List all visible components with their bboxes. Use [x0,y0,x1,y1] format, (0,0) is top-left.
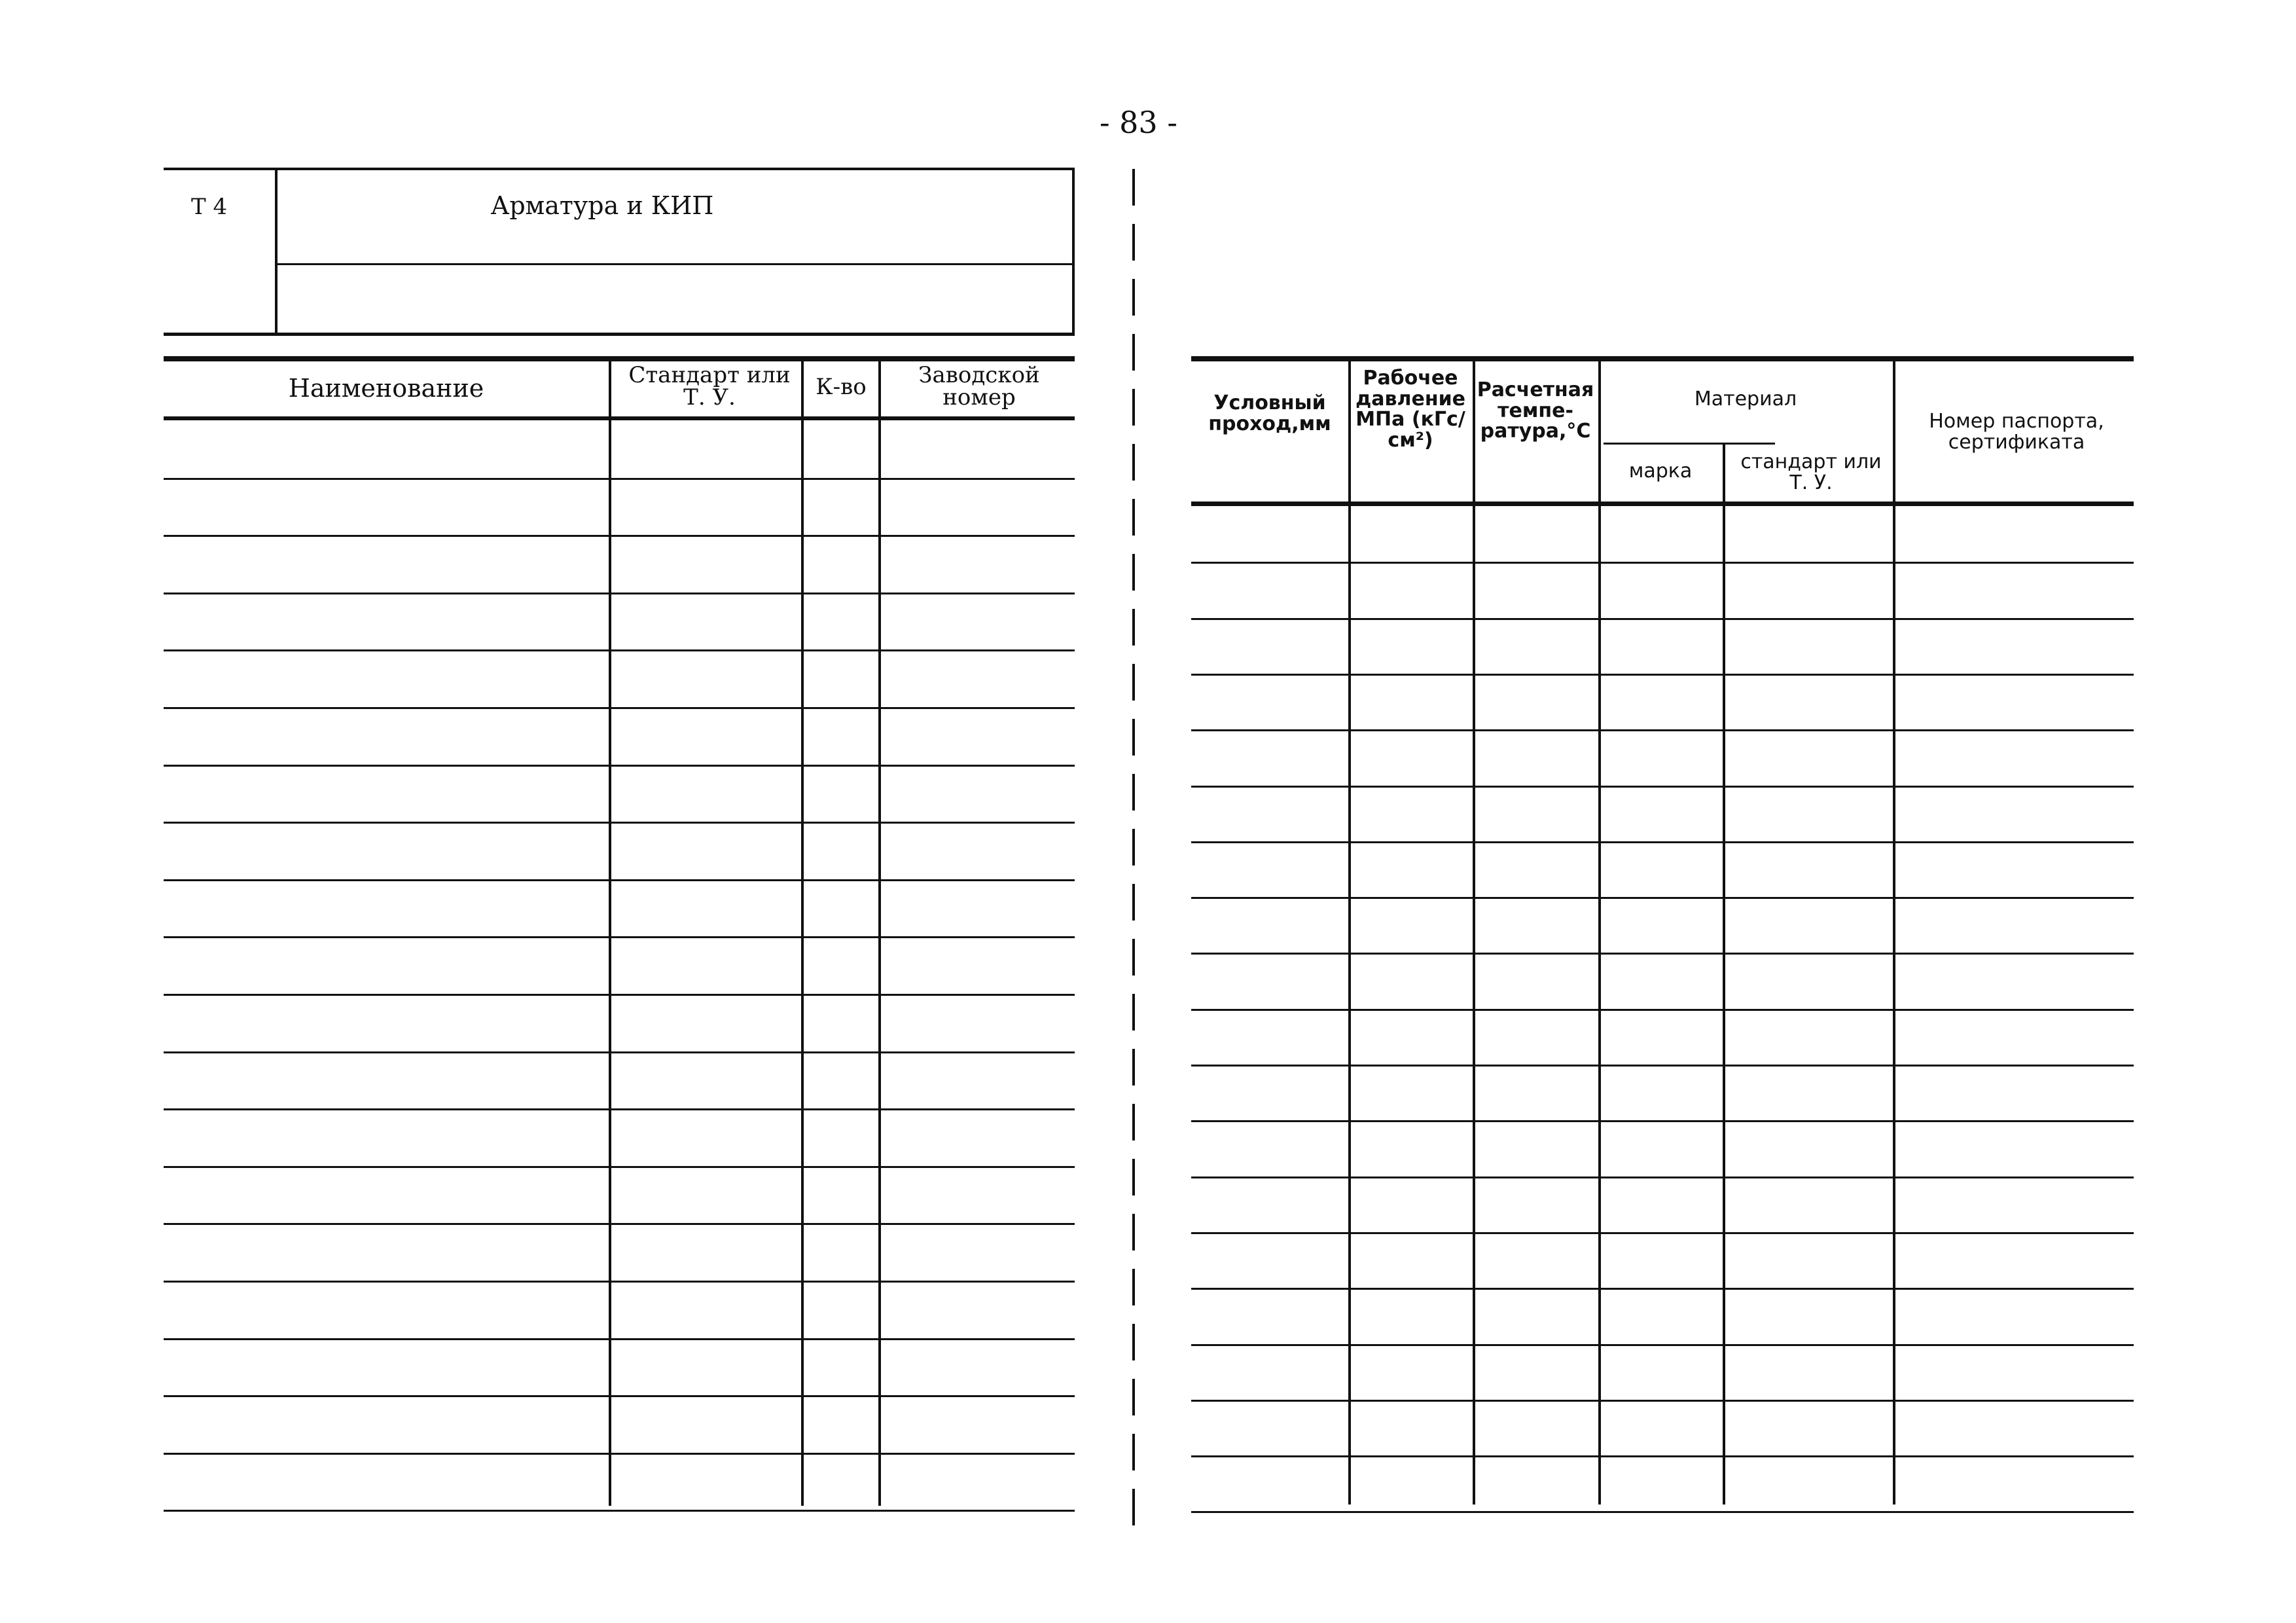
table-row [1191,1344,2134,1346]
divider-segment [1132,1379,1135,1415]
table-row [164,765,1075,767]
table-row [164,535,1075,537]
divider-segment [1132,664,1135,701]
table-row [164,593,1075,594]
divider-segment [1132,1104,1135,1140]
table-row [1191,1455,2134,1457]
table-row [1191,1009,2134,1011]
divider-segment [1132,1214,1135,1250]
table-row [164,1395,1075,1397]
table-row [1191,786,2134,788]
section-code: Т 4 [191,194,228,220]
column-header-serial-number: Заводской номер [918,362,1040,410]
table-row [164,707,1075,709]
table-row [164,478,1075,480]
table-row [1191,674,2134,676]
column-header-working-pressure: Рабочее давление МПа (кГс/см²) [1355,367,1465,452]
table-row [1191,841,2134,843]
divider-segment [1132,279,1135,316]
table-row [1191,953,2134,955]
table-row [164,1510,1075,1512]
column-header-name: Наименование [288,374,484,403]
column-header-quantity: К-во [816,374,867,400]
divider-segment [1132,609,1135,646]
table-row [1191,1400,2134,1402]
fittings-table [164,356,1075,1508]
table-row [164,649,1075,651]
section-title: Арматура и КИП [490,191,714,220]
divider-segment [1132,1434,1135,1470]
table-row [164,1108,1075,1110]
table-row [164,936,1075,938]
divider-segment [1132,444,1135,481]
divider-segment [1132,169,1135,206]
table-row [164,994,1075,996]
table-row [164,1338,1075,1340]
column-header-passport-number: Номер паспорта, сертификата [1929,410,2104,454]
column-header-design-temperature: Расчетная темпе-ратура,°С [1477,378,1594,443]
column-header-standard: Стандарт или Т. У. [628,362,791,410]
divider-segment [1132,389,1135,426]
divider-segment [1132,554,1135,591]
table-row [1191,1288,2134,1290]
divider-segment [1132,224,1135,261]
table-row [1191,618,2134,620]
divider-segment [1132,1159,1135,1195]
table-row [164,1166,1075,1168]
table-row [164,1453,1075,1455]
table-row [164,1281,1075,1283]
table-row [1191,1176,2134,1178]
column-header-material: Материал [1694,388,1797,410]
divider-segment [1132,884,1135,921]
fittings-spec-table [1191,356,2134,1508]
table-row [1191,1065,2134,1067]
divider-segment [1132,994,1135,1030]
table-row [1191,1120,2134,1122]
table-row [164,1051,1075,1053]
divider-segment [1132,1489,1135,1525]
table-row [164,879,1075,881]
table-row [1191,1232,2134,1234]
divider-segment [1132,1049,1135,1085]
table-row [164,1223,1075,1225]
divider-segment [1132,1324,1135,1360]
divider-segment [1132,774,1135,811]
divider-segment [1132,719,1135,756]
divider-segment [1132,939,1135,976]
divider-segment [1132,499,1135,536]
table-row [164,822,1075,824]
table-row [1191,562,2134,564]
divider-segment [1132,829,1135,866]
divider-segment [1132,334,1135,371]
table-row [1191,897,2134,899]
divider-segment [1132,1269,1135,1305]
page-number: - 83 - [1100,105,1177,140]
column-header-nominal-bore: Условный проход,мм [1208,392,1331,435]
column-header-material-grade: марка [1628,460,1693,483]
table-row [1191,1511,2134,1513]
table-row [1191,729,2134,731]
column-header-material-standard: стандарт или Т. У. [1740,450,1882,494]
